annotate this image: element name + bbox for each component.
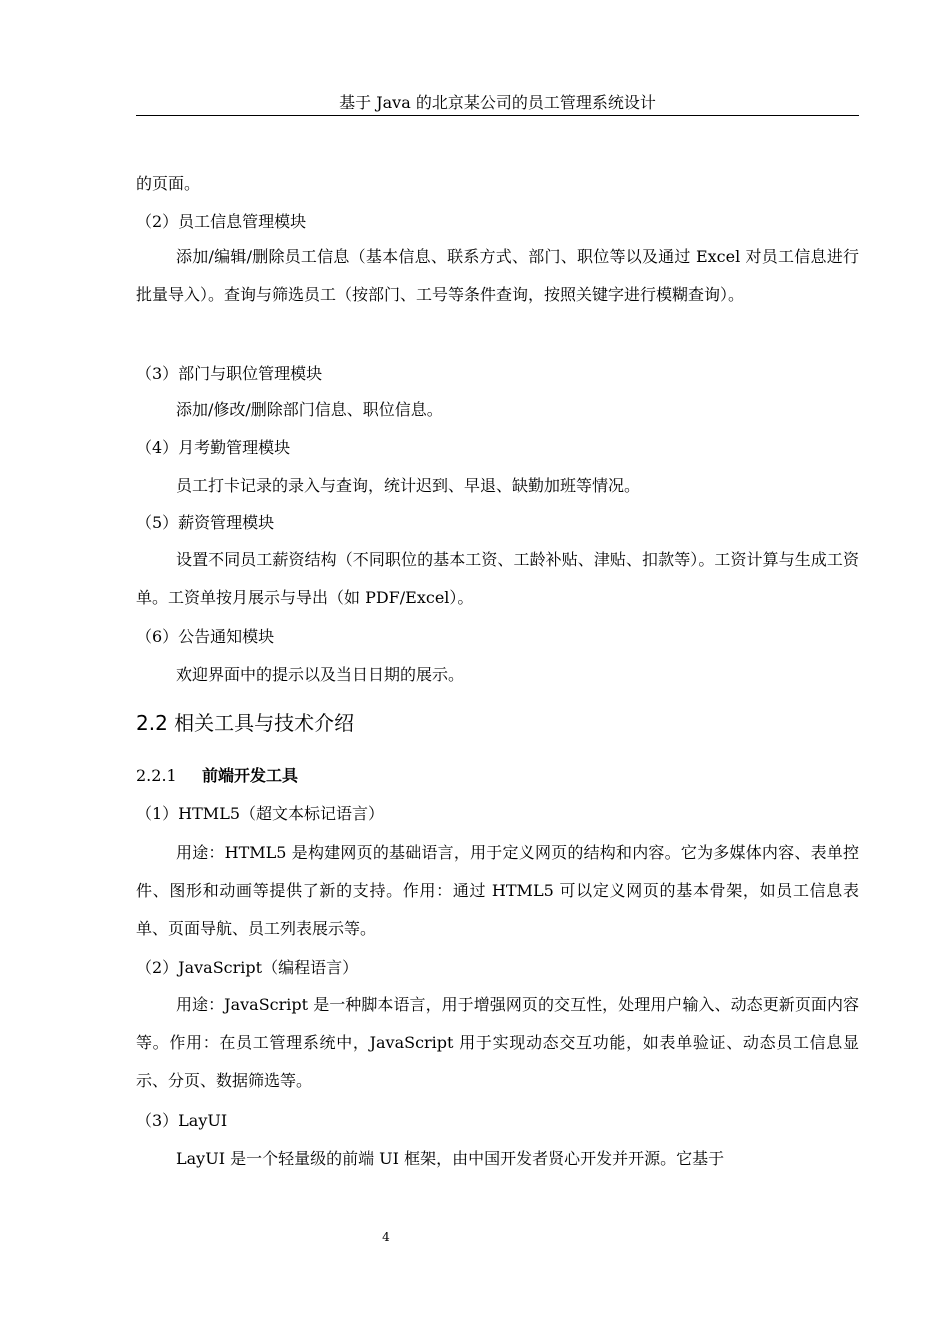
tool3-text: LayUI 是一个轻量级的前端 UI 框架，由中国开发者贤心开发并开源。它基于 xyxy=(176,1149,725,1168)
section-heading: 2.2 相关工具与技术介绍 xyxy=(136,711,355,735)
item2-text: 添加/编辑/删除员工信息（基本信息、联系方式、部门、职位等以及通过 Excel 对员工信息进行批量导入）。查询与筛选员工（按部门、工号等条件查询，按照关键字进行模糊查询）。 xyxy=(136,247,859,304)
subsection-heading xyxy=(136,766,298,786)
item4-text: 员工打卡记录的录入与查询，统计迟到、早退、缺勤加班等情况。 xyxy=(176,476,641,495)
item5-title: （5）薪资管理模块 xyxy=(136,513,275,532)
item5-text: 设置不同员工薪资结构（不同职位的基本工资、工龄补贴、津贴、扣款等）。工资计算与生成工资单。工资单按月展示与导出（如 PDF/Excel）。 xyxy=(136,550,859,607)
item3-text: 添加/修改/删除部门信息、职位信息。 xyxy=(176,400,443,419)
tool3-title: （3）LayUI xyxy=(136,1111,228,1130)
intro-tail: 的页面。 xyxy=(136,174,201,193)
page-number: 4 xyxy=(382,1230,390,1244)
tool1-title: （1）HTML5（超文本标记语言） xyxy=(136,804,384,823)
item6-title: （6）公告通知模块 xyxy=(136,627,275,646)
tool2-title: （2）JavaScript（编程语言） xyxy=(136,958,359,977)
tool1-text: 用途：HTML5 是构建网页的基础语言，用于定义网页的结构和内容。它为多媒体内容、表单控件、图形和动画等提供了新的支持。作用：通过 HTML5 可以定义网页的基本骨架，如员工信息表单、页面导航、员工列表展示等。 xyxy=(136,843,859,938)
tool2-text: 用途：JavaScript 是一种脚本语言，用于增强网页的交互性，处理用户输入、动态更新页面内容等。作用：在员工管理系统中，JavaScript 用于实现动态交互功能，如表单验证、动态员工信息显示、分页、数据筛选等。 xyxy=(136,995,859,1090)
item2-title: （2）员工信息管理模块 xyxy=(136,212,307,231)
subsection-title: 前端开发工具 xyxy=(202,766,299,785)
subsection-number: 2.2.1 xyxy=(136,766,177,785)
item4-title: （4）月考勤管理模块 xyxy=(136,438,291,457)
page-header: 基于 Java 的北京某公司的员工管理系统设计 xyxy=(136,94,859,116)
item6-text: 欢迎界面中的提示以及当日日期的展示。 xyxy=(176,665,465,684)
item3-title: （3）部门与职位管理模块 xyxy=(136,364,323,383)
